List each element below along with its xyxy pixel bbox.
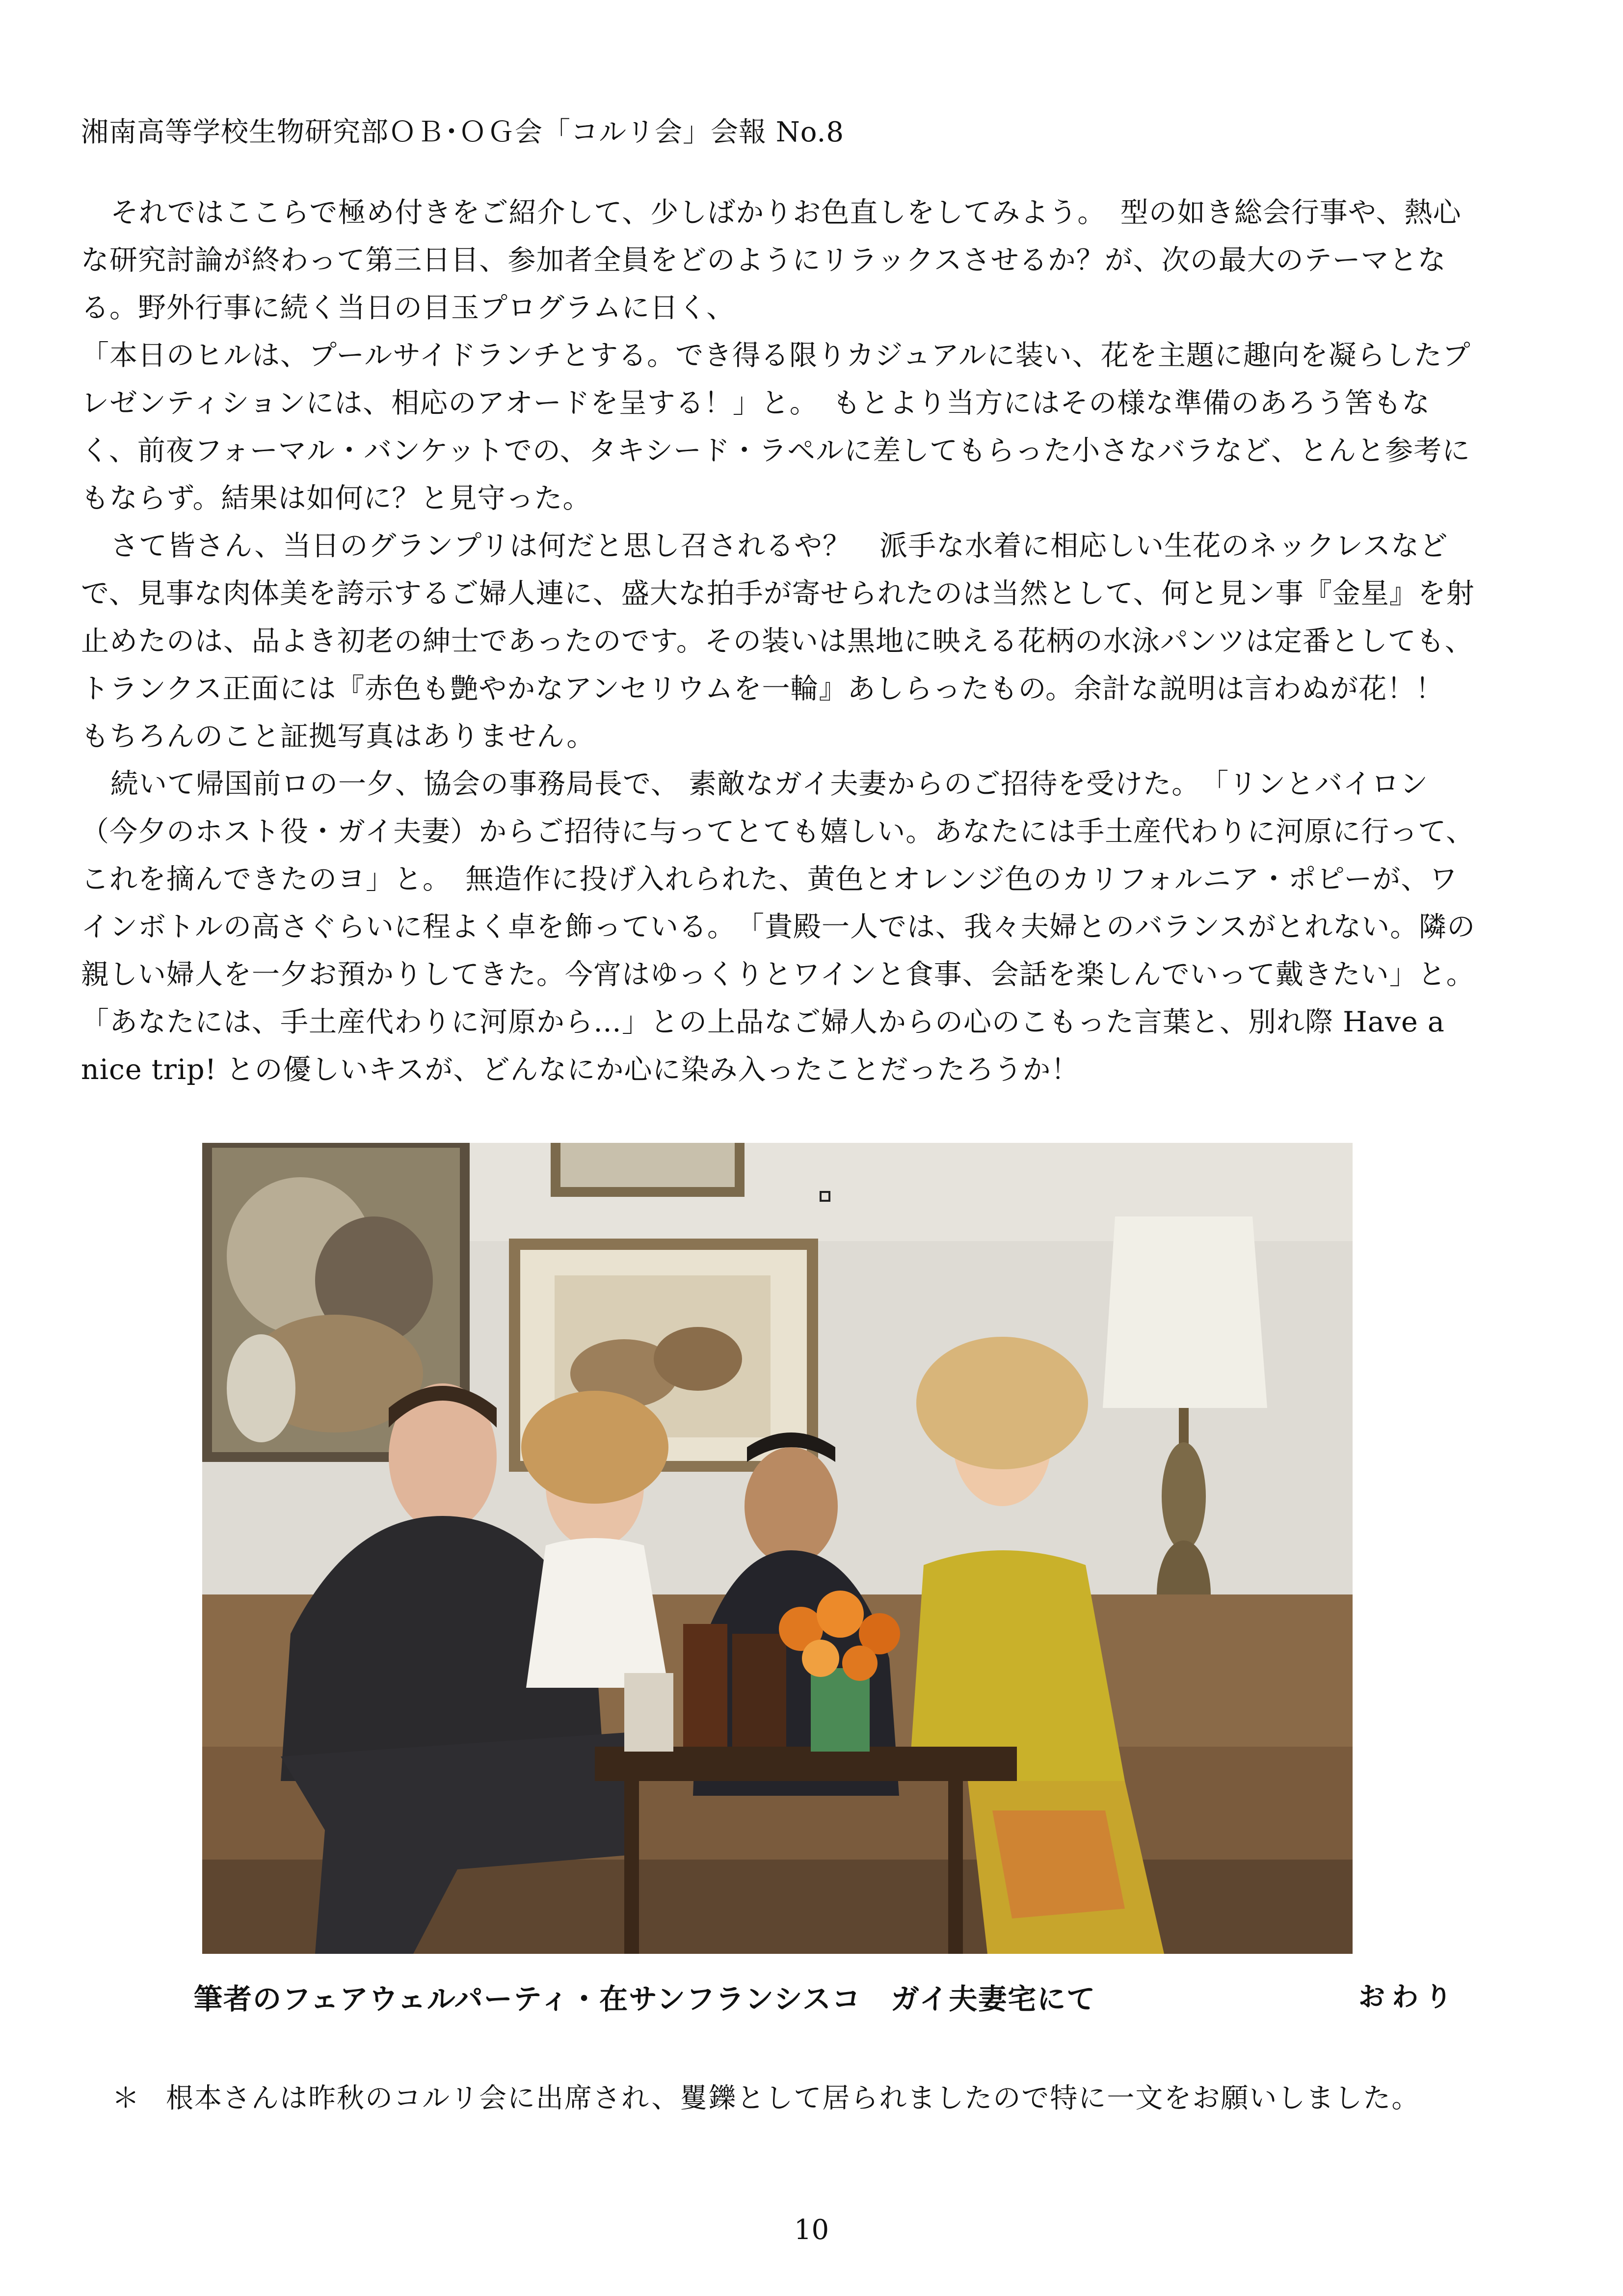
paragraph-1: それではここらで極め付きをご紹介して、少しばかりお色直しをしてみよう。 型の如き総会行事や、熱心な研究討論が終わって第三日目、参加者全員をどのようにリラックスさせるか？が、次の最大のテーマとなる。野外行事に続く当日の目玉プログラムに日く、 bbox=[81, 196, 1462, 324]
footnote-text: 根本さんは昨秋のコルリ会に出席され、矍鑠として居られましたので特に一文をお願いしました。 bbox=[166, 2082, 1420, 2114]
paragraph-5: 「あなたには、手土産代わりに河原から…」との上品なご婦人からの心のこもった言葉と、別れ際 Have a nice trip! との優しいキスが、どんなにか心に染み入ったことだったろうか！ bbox=[81, 1006, 1445, 1086]
paragraph-2: 「本日のヒルは、プールサイドランチとする。でき得る限りカジュアルに装い、花を主題に趣向を凝らしたプレゼンティションには、相応のアオードを呈する！」と。 もとより当方にはその様な準備のあろう筈もなく、前夜フォーマル・バンケットでの、タキシード・ラペルに差してもらった小さなバラなど、とんと参考にもならず。結果は如何に？と見守った。 bbox=[81, 339, 1471, 514]
end-mark: おわり bbox=[1358, 1981, 1459, 2012]
paragraph-4: 続いて帰国前ロの一夕、協会の事務局長で、 素敵なガイ夫妻からのご招待を受けた。 「リンとバイロン（今夕のホスト役・ガイ夫妻）からご招待に与ってとても嬉しい。あなたには手土産代わりに河原に行って、これを摘んできたのヨ」と。 無造作に投げ入れられた、黄色とオレンジ色のカリフォルニア・ポピーが、ワインボトルの高さぐらいに程よく卓を飾っている。 「貴殿一人では、我々夫婦とのバランスがとれない。隣の親しい婦人を一夕お預かりしてきた。今宵はゆっくりとワインと食事、会話を楽しんでいって戴きたい」と。 bbox=[81, 768, 1476, 991]
page-number: 10 bbox=[794, 2214, 829, 2246]
party-photo-illustration bbox=[202, 1143, 1353, 1954]
newsletter-header: 湘南高等学校生物研究部ＯＢ･ＯＧ会「コルリ会」会報 No.8 bbox=[81, 116, 844, 148]
photo-caption: 筆者のフェアウェルパーティ・在サンフランシスコ ガイ夫妻宅にて bbox=[194, 1982, 1096, 2016]
party-photo bbox=[202, 1143, 1353, 1954]
footnote bbox=[112, 2077, 1420, 2116]
paragraph-3: さて皆さん、当日のグランプリは何だと思し召されるや？ 派手な水着に相応しい生花のネックレスなどで、見事な肉体美を誇示するご婦人連に、盛大な拍手が寄せられたのは当然として、何と見ン事『金星』を射止めたのは、品よき初老の紳士であったのです。その装いは黒地に映える花柄の水泳パンツは定番としても、トランクス正面には『赤色も艶やかなアンセリウムを一輪』あしらったもの。余計な説明は言わぬが花！！ もちろんのこと証拠写真はありません。 bbox=[81, 530, 1475, 753]
footnote-mark: ＊ bbox=[112, 2082, 140, 2114]
article-body bbox=[81, 189, 1485, 1094]
